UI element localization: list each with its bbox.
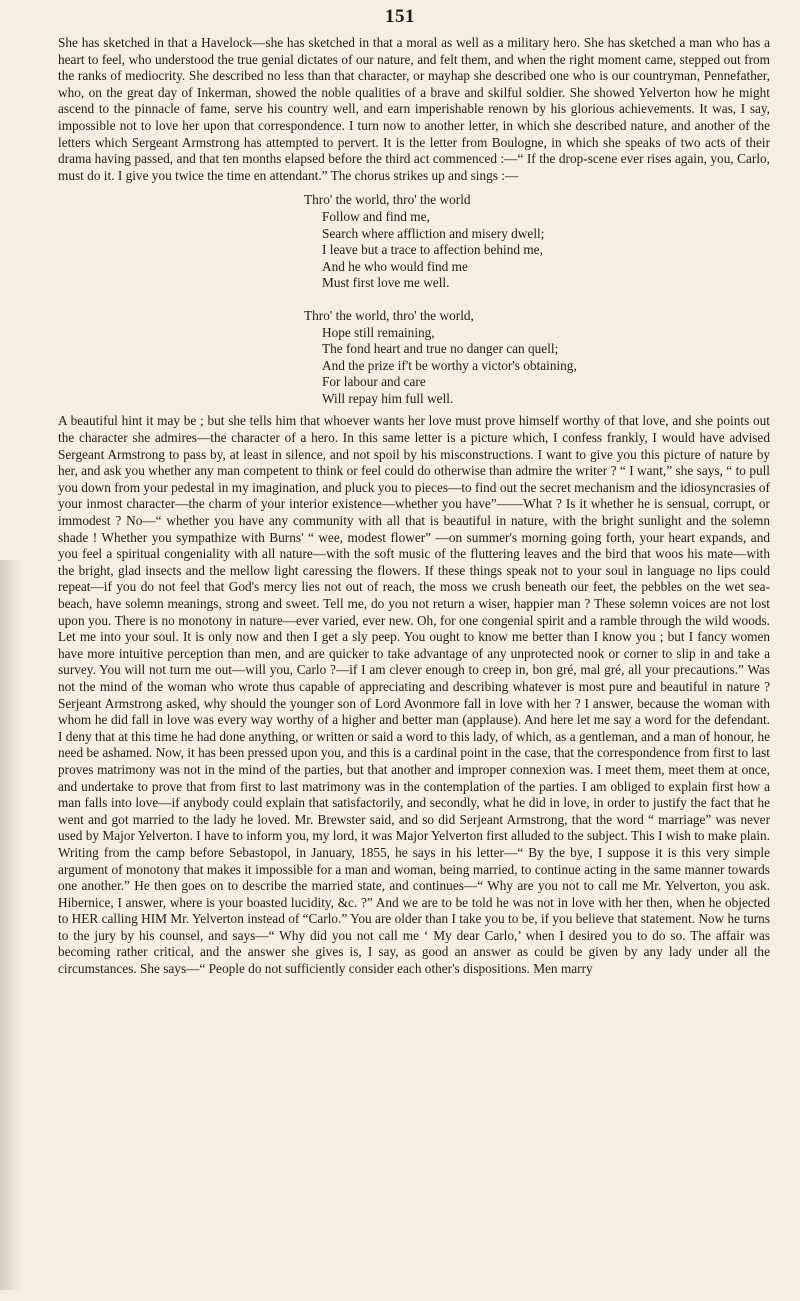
verse-line: Thro' the world, thro' the world: [304, 192, 471, 208]
verse-line: For labour and care: [322, 374, 426, 390]
verse-line: Will repay him full well.: [322, 390, 454, 406]
verse-line: Search where affliction and misery dwell;: [322, 225, 545, 241]
paragraph-1: She has sketched in that a Havelock—she has sketched in that a moral as well as a military hero. She has sketched a man who has a heart to feel, who understood the true genial dictates of our nature, and felt them, and when the right moment came, stepped out from the ranks of mediocrity. She described no less than that character, or mayhap she described one who is our countryman, Pennefather, who, on the great day of Inkerman, showed the noble qualities of a brave and skilful soldier. She showed Yelverton how he might ascend to the pinnacle of fame, serve his country well, and earn imperishable renown by his glorious achievements. It was, I say, impossible not to love her upon that correspondence. I turn now to another letter, in which she described nature, and another of the letters which Sergeant Armstrong has attempted to pervert. It is the letter from Boulogne, in which she speaks of two acts of their drama having passed, and that ten months elapsed before the third act commenced :—“ If the drop-scene ever rises again, you, Carlo, must do it. I give you twice the time en attendant.” The chorus strikes up and sings :—: [58, 35, 770, 183]
verse-chorus: [304, 192, 770, 407]
verse-line: I leave but a trace to affection behind me,: [322, 242, 543, 258]
binding-shadow: [0, 560, 22, 1290]
verse-line: Must first love me well.: [322, 275, 450, 291]
verse-line: Hope still remaining,: [322, 324, 435, 340]
verse-line: The fond heart and true no danger can quell;: [322, 341, 559, 357]
page-number: 151: [385, 6, 415, 27]
verse-stanza-1: [304, 192, 770, 292]
page-text: [58, 35, 770, 978]
verse-line: Thro' the world, thro' the world,: [304, 307, 474, 323]
verse-line: Follow and find me,: [322, 208, 430, 224]
verse-line: And the prize if't be worthy a victor's obtaining,: [322, 357, 577, 373]
verse-stanza-2: [304, 308, 770, 408]
verse-line: And he who would find me: [322, 258, 468, 274]
paragraph-2: A beautiful hint it may be ; but she tells him that whoever wants her love must prove himself worthy of that love, and she points out the character she admires—the character of a hero. In this same letter is a picture which, I confess frankly, I would have advised Sergeant Armstrong to pass by, at least in silence, and not spoil by his misconstructions. I want to give you this picture of nature by her, and ask you whether any man competent to think or feel could do otherwise than admire the writer ? “ I want,” she says, “ to pull you down from your pedestal in my imagination, and pluck you to pieces—to find out the secret mechanism and the idiosyncrasies of your inmost character—the charm of your interior existence—whether you have”——What ? Is it whether he is sensual, corrupt, or immodest ? No—“ whether you have any community with all that is beautiful in nature, with the bright sunlight and the solemn shade ! Whether you sympathize with Burns' “ wee, modest flower” —on summer's morning going forth, your heart expands, and you feel a spiritual congeniality with all nature—with the soft music of the fluttering leaves and the bird that woos his mate—with the bright, glad insects and the mellow light caressing the flowers. If these things speak not to your soul in language no lips could repeat—if you do not feel that God's mercy lies not out of reach, the moss we crush beneath our feet, the pebbles on the wet sea-beach, have solemn meanings, strong and sweet. Tell me, do you not return a wiser, happier man ? These solemn voices are not lost upon you. There is no monotony in nature—ever varied, ever new. Oh, for one congenial spirit and a ramble through the wild woods. Let me into your soul. It is only now and then I get a sly peep. You ought to know me better than I know you ; but I fancy women have more intuitive perception than men, and are quicker to take advantage of any unprotected nook or corner to slip in and take a survey. You will not turn me out—will you, Carlo ?—if I am clever enough to creep in, bon gré, mal gré, all your precautions.” Was not the mind of the woman who wrote thus capable of appreciating and describing whatever is most pure and beautiful in nature ? Serjeant Armstrong asked, why should the younger son of Lord Avonmore fall in love with her ? I answer, because the woman with whom he did fall in love was every way worthy of a higher and better man (applause). And here let me say a word for the defendant. I deny that at this time he had done anything, or written or said a word to this lady, of which, as a gentleman, and a man of honour, he need be ashamed. Now, it has been pressed upon you, and this is a cardinal point in the case, that the correspondence from first to last proves matrimony was not in the mind of the parties, but that another and improper connexion was. I meet them, meet them at once, and undertake to prove that from first to last matrimony was in the contemplation of the parties. I am obliged to explain first how a man falls into love—if anybody could explain that satisfactorily, and secondly, what he did in love, in order to justify the fact that he went and got married to the lady he loved. Mr. Brewster said, and so did Serjeant Armstrong, that the word “ marriage” was never used by Major Yelverton. I have to inform you, my lord, it was Major Yelverton first alluded to the subject. This I wish to make plain. Writing from the camp before Sebastopol, in January, 1855, he says in his letter—“ By the bye, I suppose it is this very simple argument of monotony that makes it impossible for a man and woman, being married, to continue acting in the same manner towards one another.” He then goes on to describe the married state, and continues—“ Why are you not to call me Mr. Yelverton, you ask. Hibernice, I answer, where is your boasted lucidity, &c. ?” And we are to be told he was not in love with her then, when he objected to HER calling HIM Mr. Yelverton instead of “Carlo.” You are older than I take you to be, if you believe that statement. Now he turns to the jury by his counsel, and says—“ Why did you not call me ‘ My dear Carlo,’ when I desired you to do so. The affair was becoming rather critical, and the answer she gives is, I say, as good an answer as could be given by any lady under all the circumstances. She says—“ People do not sufficiently consider each other's dispositions. Men marry: [58, 413, 770, 977]
